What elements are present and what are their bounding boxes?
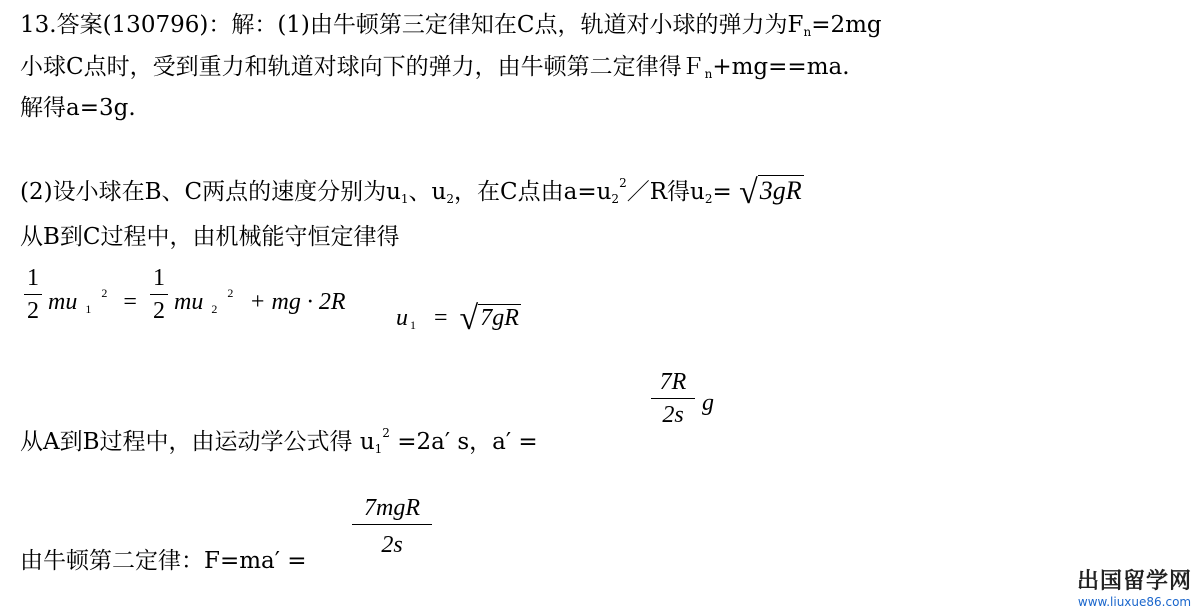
line-4-s1: 1 — [400, 192, 409, 206]
line-4-text1: (2)设小球在B、C两点的速度分别为u — [20, 179, 401, 205]
fraction-half-1-den: 2 — [27, 298, 39, 324]
term-u1 — [396, 300, 521, 338]
fraction-half-1-bar — [24, 294, 42, 295]
sqrt-3gR-body: 3gR — [759, 176, 802, 205]
line-4-sup3: 2 — [619, 176, 627, 190]
line-1 — [20, 10, 882, 47]
fraction-half-1-num: 1 — [27, 265, 39, 291]
term-g: g — [702, 390, 714, 416]
line-2-prefix: 小球C点时，受到重力和轨道对球向下的弹力，由牛顿第二定律得Ｆ — [20, 54, 705, 80]
term-u1-text: u — [396, 305, 408, 331]
line-7 — [20, 418, 538, 464]
term-mu2 — [174, 286, 346, 317]
fraction-half-2-num: 1 — [153, 265, 165, 291]
fraction-7R-bar — [651, 398, 695, 399]
sqrt-3gR: √3gR — [739, 174, 802, 211]
line-7-s1: 1 — [374, 442, 383, 456]
watermark — [1077, 564, 1192, 609]
line-4-s3: 2 — [611, 192, 620, 206]
line-4-text2: 、u — [408, 179, 447, 205]
line-4-text4: ／R得u — [626, 179, 705, 205]
term-mu1-sup: 2 — [101, 286, 108, 300]
line-1-suffix: =2mg — [811, 12, 882, 38]
line-1-sub: n — [803, 25, 812, 39]
term-u1-sub: 1 — [410, 318, 416, 332]
fraction-7R-den: 2s — [662, 402, 684, 428]
line-2 — [20, 52, 850, 89]
line-4 — [20, 168, 804, 214]
term-mg2R: + mg · 2R — [249, 289, 346, 315]
sqrt-7gR-body: 7gR — [480, 305, 519, 331]
line-2-suffix: +mg==ma. — [712, 54, 850, 80]
term-u1-eq: = — [434, 305, 448, 331]
term-mu1 — [48, 286, 137, 317]
fraction-7R-num: 7R — [659, 369, 687, 395]
line-4-s4: 2 — [704, 192, 713, 206]
term-mu1-text: mu — [48, 289, 78, 315]
line-4-text3: ，在C点由a=u — [454, 179, 612, 205]
line-5: 从B到C过程中，由机械能守恒定律得 — [20, 224, 400, 250]
watermark-cn: 出国留学网 — [1076, 569, 1192, 594]
fraction-7mgR-2s — [352, 494, 432, 559]
sqrt-7gR: √7gR — [459, 300, 519, 337]
line-4-s2: 2 — [446, 192, 455, 206]
line-4-text5: = — [712, 179, 732, 205]
line-1-prefix: 13.答案(130796)：解：(1)由牛顿第三定律知在C点，轨道对小球的弹力为F — [20, 12, 804, 38]
fraction-half-1 — [24, 264, 42, 325]
fraction-7mgR-bar — [352, 524, 432, 525]
term-mu1-sub: 1 — [85, 302, 92, 316]
fraction-7mgR-num: 7mgR — [364, 495, 420, 521]
term-mu2-sub: 2 — [211, 302, 218, 316]
line-7-text1: 从A到B过程中，由运动学公式得 u — [20, 429, 375, 455]
fraction-half-2-den: 2 — [153, 298, 165, 324]
term-mu2-text: mu — [174, 289, 204, 315]
line-7-text2: =2a′ s，a′ = — [389, 429, 538, 455]
fraction-half-2 — [150, 264, 168, 325]
term-mu2-sup: 2 — [227, 286, 234, 300]
term-eq: = — [123, 289, 137, 315]
line-2-sub: n — [704, 67, 713, 81]
line-7-sup1: 2 — [382, 426, 390, 440]
line-8: 由牛顿第二定律：F=ma′ = — [20, 548, 307, 574]
watermark-url: www.liuxue86.com — [1077, 595, 1192, 609]
line-3: 解得a=3g. — [20, 95, 136, 121]
fraction-7R-2s — [651, 368, 695, 429]
fraction-7mgR-den: 2s — [381, 532, 403, 558]
fraction-half-2-bar — [150, 294, 168, 295]
